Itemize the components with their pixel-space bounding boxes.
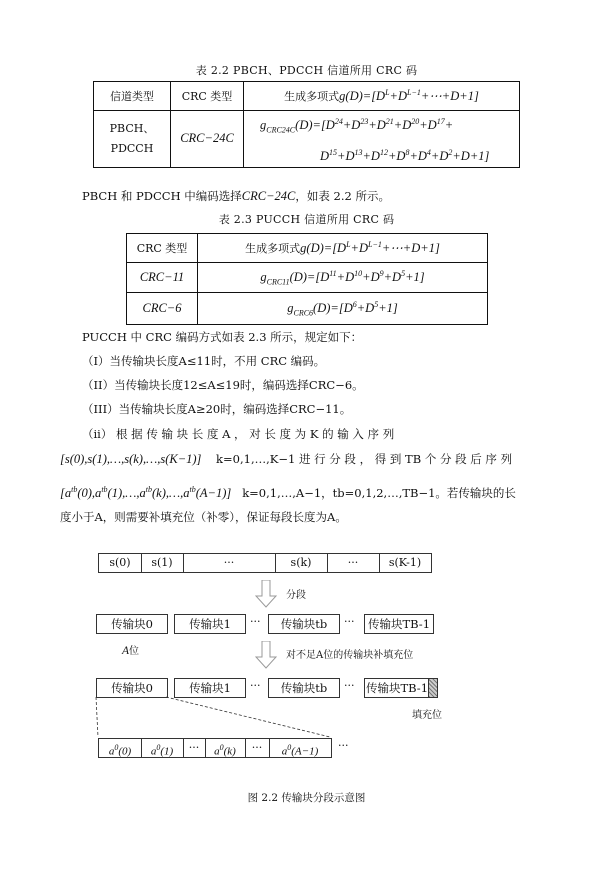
t22-pdcch: PDCCH bbox=[110, 141, 154, 155]
t23-crc6: CRC−6 bbox=[127, 293, 198, 325]
label-fill: 填充位 bbox=[412, 710, 442, 721]
output-sequence: $[a^{tb}(0),a^{tb}(1),\dots,a^{tb}(k),\dots,a^{tb}(A-1)]$ bbox=[60, 485, 232, 501]
figure-caption: 图 2.2 传输块分段示意图 bbox=[247, 792, 366, 804]
block-0-padded: 传输块0 bbox=[96, 678, 168, 698]
t22-cell-crc: CRC−24C bbox=[171, 111, 244, 168]
dots-row2-b: ··· bbox=[344, 679, 355, 692]
dots-row1-a: ··· bbox=[250, 615, 261, 628]
bit-cell-k: $a^0(k)$ bbox=[205, 739, 246, 757]
output-sequence-range: k=0,1,…,A−1，tb=0,1,2,…,TB−1。若传输块的长 bbox=[242, 486, 516, 501]
block-TB-1: 传输块TB-1 bbox=[364, 614, 434, 634]
t23-poly6: $g_{CRC6}(D)=[D^6+D^5+1]$ bbox=[198, 293, 488, 325]
t22-header-channel: 信道类型 bbox=[94, 82, 171, 111]
seq-cell-sk: s(k) bbox=[275, 554, 328, 572]
dots-row2-a: ··· bbox=[250, 679, 261, 692]
bit-cell-dots2: ··· bbox=[245, 739, 270, 757]
rule-1: （I）当传输块长度A≤11时，不用 CRC 编码。 bbox=[82, 354, 326, 368]
label-pad-note: 对不足A位的传输块补填充位 bbox=[286, 650, 414, 661]
t22-pbch: PBCH、 bbox=[109, 121, 155, 135]
input-sequence: [s(0),s(1),…,s(k),…,s(K−1)] bbox=[60, 452, 202, 466]
table-2-3-caption: 表 2.3 PUCCH 信道所用 CRC 码 bbox=[218, 213, 395, 226]
seq-cell-dots2: ··· bbox=[327, 554, 380, 572]
paragraph-ii-line1: （ii） 根 据 传 输 块 长 度 A ， 对 长 度 为 K 的 输 入 序 列 bbox=[82, 427, 395, 441]
block-tb: 传输块tb bbox=[268, 614, 340, 634]
block-1-padded: 传输块1 bbox=[174, 678, 246, 698]
dots-bits: ··· bbox=[338, 739, 349, 752]
t22-header-crc: CRC 类型 bbox=[171, 82, 244, 111]
t22-cell-poly: $g_{CRC24C}(D)=[D^{24}+D^{23}+D^{21}+D^{20}+D^{17}+$ $D^{15}+D^{13}+D^{12}+D^8+D^4+D^2+D+1$] bbox=[244, 111, 520, 168]
seq-cell-sK-1: s(K-1) bbox=[388, 556, 422, 569]
bit-cell-0: $a^0(0)$ bbox=[99, 739, 142, 757]
table-2-2-caption: 表 2.2 PBCH、PDCCH 信道所用 CRC 码 bbox=[195, 64, 418, 77]
t23-poly11: $g_{CRC11}(D)=[D^{11}+D^{10}+D^9+D^5+1]$ bbox=[198, 263, 488, 293]
t23-header-crc: CRC 类型 bbox=[127, 234, 198, 263]
paragraph-pbch: PBCH 和 PDCCH 中编码选择CRC−24C，如表 2.2 所示。 bbox=[82, 189, 390, 203]
paragraph-pucch: PUCCH 中 CRC 编码方式如表 2.3 所示，规定如下： bbox=[82, 330, 363, 344]
block-1: 传输块1 bbox=[174, 614, 246, 634]
label-a-bits: A位 bbox=[122, 645, 140, 657]
t23-crc11: CRC−11 bbox=[127, 263, 198, 293]
paragraph-ii-line4: 度小于A，则需要补填充位（补零），保证每段长度为A。 bbox=[60, 510, 347, 524]
rule-2: （II）当传输块长度12≤A≤19时，编码选择CRC−6。 bbox=[82, 378, 364, 392]
t23-header-poly: 生成多项式$g(D)=[D^L+D^{L-1}+\cdots+D+1]$ bbox=[198, 234, 488, 263]
block-TB-1-padded: 传输块TB-1 bbox=[364, 678, 430, 698]
rule-3: （III）当传输块长度A≥20时，编码选择CRC−11。 bbox=[82, 402, 352, 416]
label-split: 分段 bbox=[286, 590, 306, 601]
bit-cell-A-1: $a^0(A-1)$ bbox=[281, 743, 319, 758]
seq-cell-s0: s(0) bbox=[99, 554, 142, 572]
bits-bar bbox=[98, 738, 332, 758]
bit-cell-dots1: ··· bbox=[183, 739, 206, 757]
block-tb-padded: 传输块tb bbox=[268, 678, 340, 698]
t22-header-poly: 生成多项式$g(D)=[D^L+D^{L-1}+\cdots+D+1]$ bbox=[244, 82, 520, 111]
block-0: 传输块0 bbox=[96, 614, 168, 634]
seq-cell-s1: s(1) bbox=[141, 554, 184, 572]
seq-cell-dots1: ··· bbox=[183, 554, 276, 572]
input-sequence-range: k=0,1,…,K−1 进 行 分 段 ， 得 到 TB 个 分 段 后 序 列 bbox=[216, 452, 513, 466]
dots-row1-b: ··· bbox=[344, 615, 355, 628]
bit-cell-1: $a^0(1)$ bbox=[141, 739, 184, 757]
